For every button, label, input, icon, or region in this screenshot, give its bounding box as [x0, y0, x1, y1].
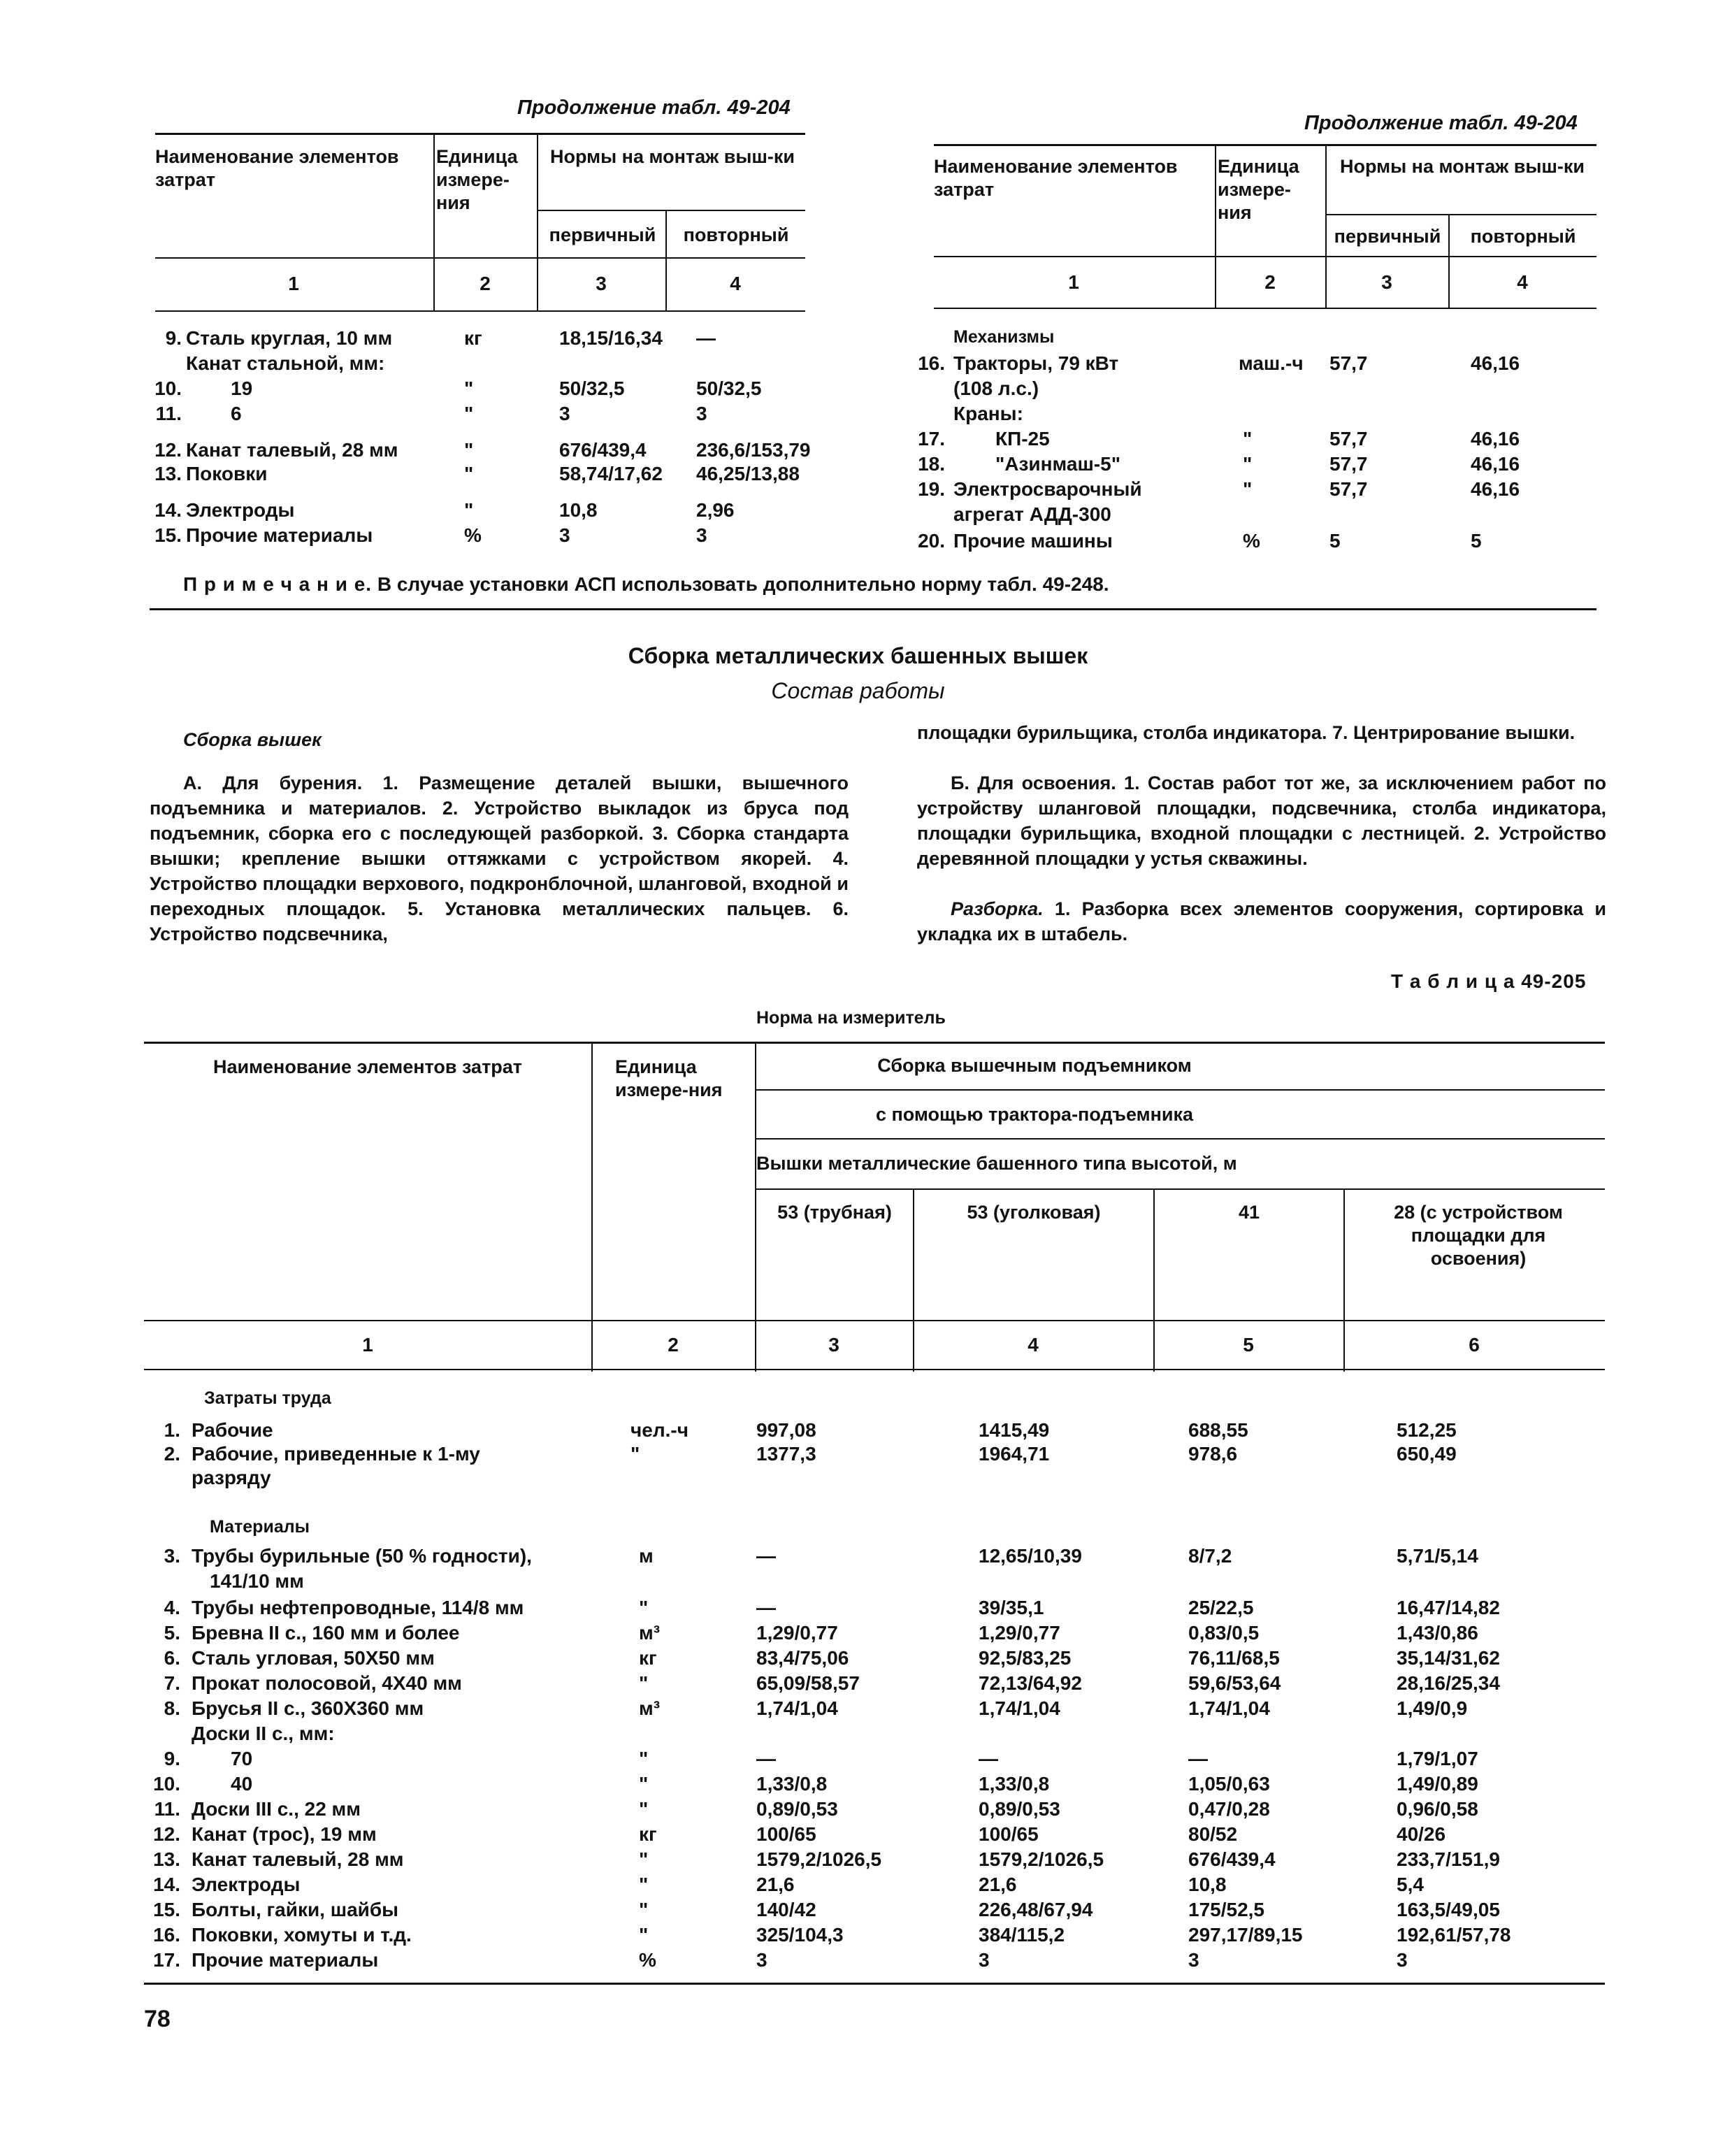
row-name: Канат талевый, 28 мм: [192, 1848, 404, 1870]
row-value: 28,16/25,34: [1397, 1672, 1500, 1694]
col-number: 3: [1381, 271, 1392, 293]
row-value: 1579,2/1026,5: [756, 1848, 882, 1870]
row-value: 676/439,4: [1188, 1848, 1276, 1870]
row-value: 50/32,5: [696, 378, 762, 399]
section-subtitle: Состав работы: [771, 678, 945, 703]
row-unit: %: [1243, 530, 1260, 552]
row-number: 11.: [154, 1798, 180, 1820]
row-value: 50/32,5: [559, 378, 625, 399]
header-col4: повторный: [1470, 226, 1576, 247]
page-number: 78: [144, 2006, 171, 2032]
row-value: —: [756, 1545, 776, 1567]
row-number: 15.: [153, 1899, 180, 1920]
row-value: 1,33/0,8: [979, 1773, 1050, 1795]
rule: [755, 1089, 1605, 1091]
row-value: 1,29/0,77: [756, 1622, 838, 1644]
row-value: 12,65/10,39: [979, 1545, 1082, 1567]
header-group: Нормы на монтаж выш-ки: [1339, 156, 1585, 177]
row-value: 1579,2/1026,5: [979, 1848, 1104, 1870]
para3-text: 1. Разборка всех элементов сооружения, сортировка и укладка их в штабель.: [917, 898, 1606, 944]
rule: [591, 1042, 593, 1372]
row-unit: ": [639, 1848, 649, 1870]
row-unit: ": [639, 1748, 649, 1769]
row-value: 65,09/58,57: [756, 1672, 860, 1694]
row-name: Поковки, хомуты и т.д.: [192, 1924, 412, 1946]
row-name: Бревна II с., 160 мм и более: [192, 1622, 460, 1644]
header-col1: Наименование элементов затрат: [155, 146, 399, 190]
row-value: —: [1188, 1748, 1208, 1769]
header-col3: первичный: [549, 224, 656, 245]
row-number: 16.: [153, 1924, 180, 1946]
row-value: 39/35,1: [979, 1597, 1044, 1618]
row-value: 1,29/0,77: [979, 1622, 1060, 1644]
row-name: Электроды: [186, 499, 295, 521]
section-title: Сборка металлических башенных вышек: [628, 643, 1088, 668]
rule: [155, 257, 805, 259]
row-number: 11.: [155, 403, 182, 424]
row-number: 1.: [164, 1419, 180, 1441]
row-value: 57,7: [1329, 453, 1368, 475]
header-c5: 41: [1238, 1202, 1260, 1223]
row-value: 3: [696, 403, 707, 424]
row-value: 1,43/0,86: [1397, 1622, 1478, 1644]
row-value: 58,74/17,62: [559, 463, 663, 484]
header-c3: 53 (трубная): [777, 1202, 892, 1223]
row-number: 3.: [164, 1545, 180, 1567]
row-value: —: [756, 1748, 776, 1769]
row-name: Краны:: [953, 403, 1023, 424]
col-number: 2: [1264, 271, 1276, 293]
row-name: Болты, гайки, шайбы: [192, 1899, 399, 1920]
row-value: 46,16: [1471, 352, 1520, 374]
row-number: 12.: [154, 439, 182, 461]
col-number: 1: [362, 1334, 373, 1356]
rule: [537, 210, 805, 211]
header-col1: Наименование элементов затрат: [212, 1056, 523, 1077]
col-number: 3: [596, 273, 607, 294]
row-value: —: [979, 1748, 998, 1769]
header-col3: первичный: [1334, 226, 1441, 247]
row-unit: ": [639, 1874, 649, 1895]
row-value: 688,55: [1188, 1419, 1248, 1441]
row-number: 7.: [164, 1672, 180, 1694]
row-number: 10.: [154, 378, 182, 399]
row-unit: ": [639, 1924, 649, 1946]
row-value: 35,14/31,62: [1397, 1647, 1500, 1669]
row-value: 76,11/68,5: [1188, 1647, 1280, 1669]
top-right-caption: Продолжение табл. 49-204: [1304, 112, 1578, 134]
row-number: 8.: [164, 1697, 180, 1719]
col-number: 1: [288, 273, 299, 294]
header-col2: Единица измере-ния: [1218, 156, 1299, 223]
row-unit: ": [1243, 478, 1253, 500]
row-name: агрегат АДД-300: [953, 503, 1111, 525]
row-value: 1,74/1,04: [979, 1697, 1060, 1719]
row-unit: ": [639, 1798, 649, 1820]
row-unit: кг: [639, 1823, 657, 1845]
row-value: 1964,71: [979, 1443, 1050, 1465]
row-name: Прочие материалы: [192, 1949, 379, 1971]
row-unit: ": [464, 463, 474, 484]
rule: [934, 144, 1596, 146]
left-heading: Сборка вышек: [183, 729, 322, 750]
row-value: 1415,49: [979, 1419, 1050, 1441]
row-name: Сталь круглая, 10 мм: [186, 327, 393, 349]
row-value: 46,16: [1471, 428, 1520, 450]
row-value: 1,79/1,07: [1397, 1748, 1478, 1769]
row-name: Канат талевый, 28 мм: [186, 439, 398, 461]
row-value: 46,16: [1471, 478, 1520, 500]
row-value: 978,6: [1188, 1443, 1238, 1465]
row-value: 650,49: [1397, 1443, 1457, 1465]
rule: [934, 308, 1596, 309]
row-value: 5: [1329, 530, 1341, 552]
row-value: 59,6/53,64: [1188, 1672, 1281, 1694]
row-value: 175/52,5: [1188, 1899, 1264, 1920]
row-number: 9.: [164, 1748, 180, 1769]
row-value: 0,47/0,28: [1188, 1798, 1270, 1820]
measure-label: Норма на измеритель: [756, 1008, 946, 1028]
row-name: Рабочие, приведенные к 1-му: [192, 1443, 480, 1465]
row-number: 19.: [918, 478, 945, 500]
row-number: 2.: [164, 1443, 180, 1465]
row-unit: кг: [464, 327, 482, 349]
row-value: 100/65: [756, 1823, 816, 1845]
col-number: 6: [1469, 1334, 1480, 1356]
row-value: 83,4/75,06: [756, 1647, 849, 1669]
rule: [155, 133, 805, 135]
col-number: 2: [480, 273, 491, 294]
row-value: 384/115,2: [979, 1924, 1065, 1946]
row-value: 3: [1188, 1949, 1199, 1971]
row-name: Трубы нефтепроводные, 114/8 мм: [192, 1597, 524, 1618]
row-value: 3: [696, 524, 707, 546]
header-col2: Единица измере-ния: [436, 146, 518, 213]
row-unit: ": [639, 1672, 649, 1694]
row-unit: ": [464, 403, 474, 424]
row-value: 1,33/0,8: [756, 1773, 828, 1795]
row-value: 233,7/151,9: [1397, 1848, 1500, 1870]
row-value: 1,74/1,04: [756, 1697, 838, 1719]
row-value: 236,6/153,79: [696, 439, 811, 461]
row-unit: ": [1243, 453, 1253, 475]
row-name: Тракторы, 79 кВт: [953, 352, 1119, 374]
row-name: Поковки: [186, 463, 268, 484]
row-value: 676/439,4: [559, 439, 647, 461]
row-number: 20.: [918, 530, 945, 552]
section-label: Механизмы: [953, 327, 1055, 347]
row-name: Прочие машины: [953, 530, 1113, 552]
row-unit: ": [1243, 428, 1253, 450]
row-unit: м³: [639, 1622, 661, 1644]
note-text: В случае установки АСП использовать дополнительно норму табл. 49-248.: [377, 573, 1109, 595]
row-value: 10,8: [559, 499, 598, 521]
note: [183, 572, 1109, 597]
row-number: 17.: [918, 428, 945, 450]
row-number: 10.: [153, 1773, 180, 1795]
rule: [1325, 214, 1596, 215]
row-name: Электросварочный: [953, 478, 1142, 500]
row-name: Доски II с., мм:: [192, 1723, 335, 1744]
row-name: 6: [231, 403, 242, 424]
row-value: 5: [1471, 530, 1482, 552]
row-name: Электроды: [192, 1874, 301, 1895]
row-value: 997,08: [756, 1419, 816, 1441]
row-value: 0,83/0,5: [1188, 1622, 1260, 1644]
row-value: 92,5/83,25: [979, 1647, 1072, 1669]
row-value: 3: [1397, 1949, 1408, 1971]
row-value: 10,8: [1188, 1874, 1227, 1895]
header-col2: Единица измере-ния: [615, 1056, 723, 1100]
row-name: Сталь угловая, 50Х50 мм: [192, 1647, 435, 1669]
row-value: 18,15/16,34: [559, 327, 663, 349]
row-unit: м: [639, 1545, 654, 1567]
header-group-3: Вышки металлические башенного типа высотой, м: [756, 1153, 1237, 1174]
row-value: 46,16: [1471, 453, 1520, 475]
row-value: 3: [559, 524, 570, 546]
right-paragraph-3: [917, 896, 1606, 947]
rule: [144, 1320, 1605, 1321]
row-name: 40: [231, 1773, 253, 1795]
row-name: Рабочие: [192, 1419, 273, 1441]
row-number: 9.: [165, 327, 182, 349]
row-name: 19: [231, 378, 253, 399]
row-value: 3: [979, 1949, 990, 1971]
row-value: 80/52: [1188, 1823, 1238, 1845]
row-value: 57,7: [1329, 428, 1368, 450]
rule: [755, 1188, 1605, 1190]
row-number: 6.: [164, 1647, 180, 1669]
row-name: Трубы бурильные (50 % годности),: [192, 1545, 532, 1567]
row-name: Брусья II с., 360Х360 мм: [192, 1697, 424, 1719]
row-number: 13.: [154, 463, 182, 484]
row-value: 2,96: [696, 499, 735, 521]
row-unit: ": [464, 499, 474, 521]
row-value: —: [756, 1597, 776, 1618]
para3-label: Разборка.: [951, 898, 1044, 919]
right-paragraph-1: площадки бурильщика, столба индикатора. 7. Центрирование вышки.: [917, 722, 1576, 743]
col-number: 5: [1243, 1334, 1254, 1356]
row-value: 0,96/0,58: [1397, 1798, 1478, 1820]
row-value: 5,4: [1397, 1874, 1424, 1895]
row-name: (108 л.с.): [953, 378, 1039, 399]
header-group-1: Сборка вышечным подъемником: [877, 1055, 1192, 1076]
row-value: 1,49/0,9: [1397, 1697, 1468, 1719]
col-number: 4: [1028, 1334, 1039, 1356]
row-name: Канат (трос), 19 мм: [192, 1823, 377, 1845]
row-number: 4.: [164, 1597, 180, 1618]
row-value: 46,25/13,88: [696, 463, 800, 484]
row-value: 21,6: [756, 1874, 795, 1895]
row-value: 3: [559, 403, 570, 424]
row-value: 1,74/1,04: [1188, 1697, 1270, 1719]
col-number: 4: [730, 273, 741, 294]
rule: [144, 1369, 1605, 1370]
header-col1: Наименование элементов затрат: [934, 156, 1178, 200]
note-label: П р и м е ч а н и е.: [183, 573, 373, 595]
row-value: 1,49/0,89: [1397, 1773, 1478, 1795]
materials-section: Материалы: [210, 1517, 310, 1537]
rule: [755, 1138, 1605, 1140]
row-value: 57,7: [1329, 352, 1368, 374]
row-value: 140/42: [756, 1899, 816, 1920]
row-number: 18.: [918, 453, 945, 475]
col-number: 3: [828, 1334, 839, 1356]
row-name: Канат стальной, мм:: [186, 352, 385, 374]
row-unit: чел.-ч: [630, 1419, 688, 1441]
top-left-caption: Продолжение табл. 49-204: [517, 96, 791, 119]
row-value: 1,05/0,63: [1188, 1773, 1270, 1795]
row-unit: ": [639, 1597, 649, 1618]
row-number: 14.: [154, 499, 182, 521]
col-number: 2: [668, 1334, 679, 1356]
row-value: 16,47/14,82: [1397, 1597, 1500, 1618]
rule: [934, 256, 1596, 257]
row-name: КП-25: [995, 428, 1050, 450]
row-value: 192,61/57,78: [1397, 1924, 1511, 1946]
row-name: разряду: [192, 1467, 271, 1488]
row-value: 297,17/89,15: [1188, 1924, 1303, 1946]
row-value: 21,6: [979, 1874, 1017, 1895]
rule: [150, 608, 1596, 610]
row-value: 5,71/5,14: [1397, 1545, 1478, 1567]
row-value: 1377,3: [756, 1443, 816, 1465]
row-value: 100/65: [979, 1823, 1039, 1845]
col-number: 4: [1517, 271, 1528, 293]
row-value: 325/104,3: [756, 1924, 844, 1946]
header-group: Нормы на монтаж выш-ки: [549, 146, 795, 167]
row-value: 57,7: [1329, 478, 1368, 500]
row-name: Доски III с., 22 мм: [192, 1798, 361, 1820]
row-value: 8/7,2: [1188, 1545, 1232, 1567]
row-value: 3: [756, 1949, 767, 1971]
row-number: 14.: [153, 1874, 180, 1895]
row-unit: %: [464, 524, 482, 546]
row-number: 12.: [153, 1823, 180, 1845]
row-value: 72,13/64,92: [979, 1672, 1082, 1694]
row-number: 17.: [153, 1949, 180, 1971]
row-unit: %: [639, 1949, 656, 1971]
row-number: 15.: [154, 524, 182, 546]
col-number: 1: [1068, 271, 1079, 293]
labor-section: Затраты труда: [204, 1388, 331, 1408]
row-unit: ": [464, 439, 474, 461]
row-unit: ": [464, 378, 474, 399]
row-number: 16.: [918, 352, 945, 374]
row-unit: ": [639, 1773, 649, 1795]
row-value: 0,89/0,53: [979, 1798, 1060, 1820]
row-unit: ": [639, 1899, 649, 1920]
row-value: 226,48/67,94: [979, 1899, 1093, 1920]
row-unit: ": [630, 1443, 640, 1465]
row-value: —: [696, 327, 716, 349]
header-group-2: с помощью трактора-подъемника: [875, 1104, 1194, 1125]
header-c4: 53 (уголковая): [967, 1202, 1101, 1223]
row-name: Прокат полосовой, 4Х40 мм: [192, 1672, 462, 1694]
header-c6: 28 (с устройством площадки для освоения): [1394, 1202, 1563, 1269]
row-unit: маш.-ч: [1239, 352, 1304, 374]
row-value: 25/22,5: [1188, 1597, 1254, 1618]
row-name: Прочие материалы: [186, 524, 373, 546]
row-unit: м³: [639, 1697, 661, 1719]
left-paragraph: А. Для бурения. 1. Размещение деталей вышки, вышечного подъемника и материалов. 2. Устройство выкладок из бруса под подъемник, сборка его с последующей разборкой. 3. Сборка стандарта вышки; крепление вышки оттяжками с устройством якорей. 4. Устройство площадки верхового, подкронблочной, шланговой, входной и переходных площадок. 5. Установка металлических пальцев. 6. Устройство подсвечника,: [150, 772, 849, 944]
row-value: 40/26: [1397, 1823, 1446, 1845]
row-name: 70: [231, 1748, 253, 1769]
row-value: 512,25: [1397, 1419, 1457, 1441]
table-label: Т а б л и ц а 49-205: [1391, 970, 1587, 992]
row-name: "Азинмаш-5": [995, 453, 1120, 475]
header-col4: повторный: [683, 224, 789, 245]
row-name: 141/10 мм: [210, 1570, 304, 1592]
rule: [155, 310, 805, 312]
row-unit: кг: [639, 1647, 657, 1669]
row-value: 0,89/0,53: [756, 1798, 838, 1820]
row-number: 5.: [164, 1622, 180, 1644]
row-value: 163,5/49,05: [1397, 1899, 1500, 1920]
rule: [144, 1042, 1605, 1044]
rule: [144, 1983, 1605, 1985]
right-paragraph-2: Б. Для освоения. 1. Состав работ тот же, за исключением работ по устройству шланговой площадки, подсвечника, столба индикатора, площадки бурильщика, входной площадки с лестницей. 2. Устройство деревянной площадки у устья скважины.: [917, 772, 1606, 869]
row-number: 13.: [153, 1848, 180, 1870]
